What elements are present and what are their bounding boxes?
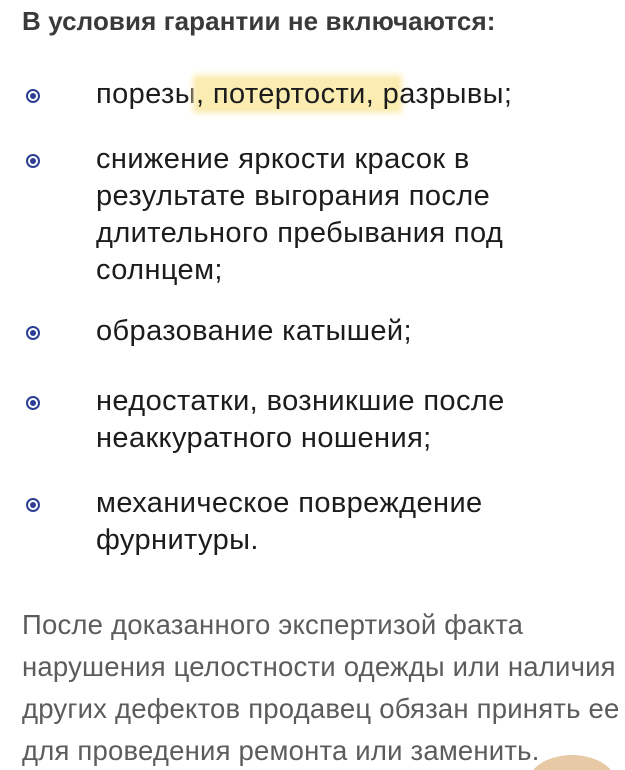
section-heading: В условия гарантии не включаются:: [22, 6, 496, 36]
list-item-text: [96, 76, 516, 113]
warranty-note: После доказанного экспертизой факта нарушения целостности одежды или наличия других дефектов продавец обязан принять ее для проведения ремонта или заменить.: [22, 609, 620, 766]
bullet-icon: [26, 498, 40, 512]
list-item-text: образование катышей;: [96, 315, 412, 347]
bullet-icon: [26, 154, 40, 168]
highlighted-text: , потертости, р: [196, 78, 400, 110]
bullet-icon: [26, 396, 40, 410]
list-item-text: снижение яркости красок в результате выгорания после длительного пребывания под солнцем;: [96, 143, 504, 286]
list-item-text: недостатки, возникшие после неаккуратного ношения;: [96, 385, 505, 454]
list-item-text-start: порезы: [96, 78, 196, 110]
bullet-icon: [26, 326, 40, 340]
bullet-icon: [26, 89, 40, 103]
list-item-text: механическое повреждение фурнитуры.: [96, 487, 483, 556]
list-item-text-end: азрывы;: [399, 78, 513, 110]
